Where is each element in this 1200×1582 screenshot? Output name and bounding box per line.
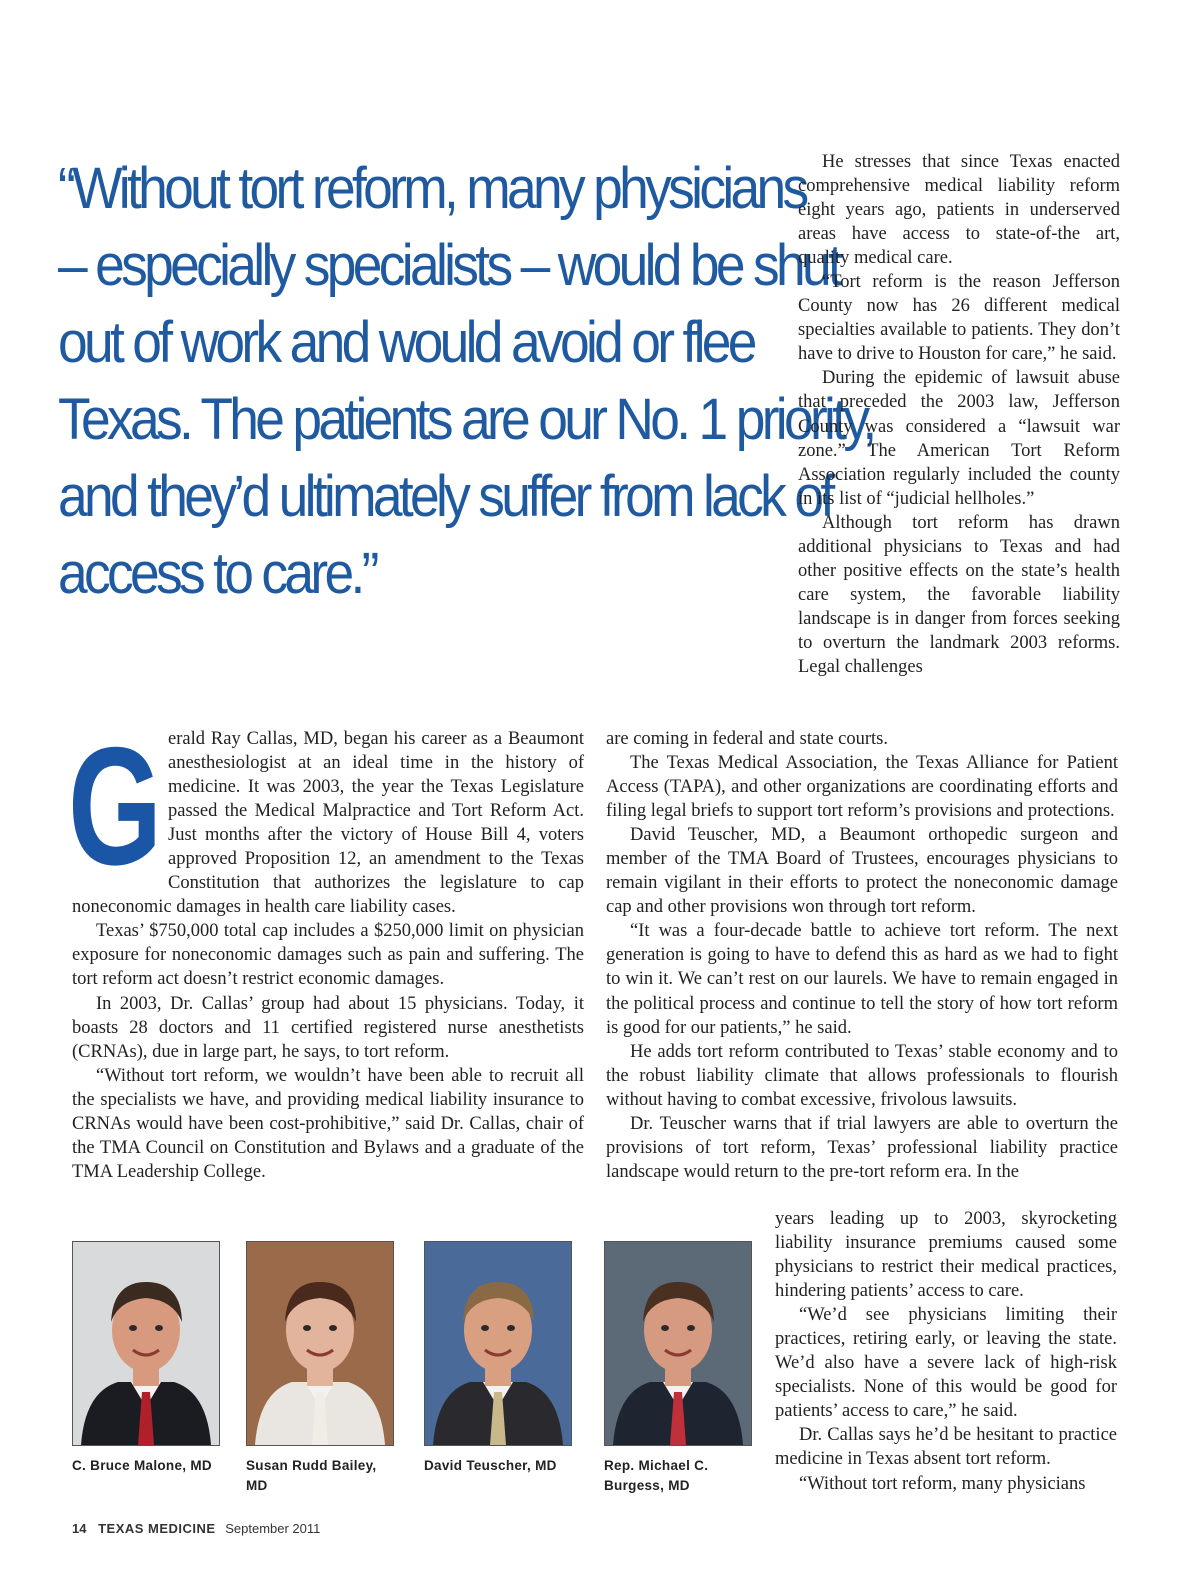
lead-paragraph-text: erald Ray Callas, MD, began his career as a Beaumont anesthesiologist at an ideal time in the history of medicine. It was 2003, the year the Texas Legislature passed the Medical Malpractice and Tort Reform Act. Just months after the victory of House Bill 4, voters approved Proposition 12, an amendment to the Texas Constitution that authorizes the legislature to cap noneconomic damages in health care liability cases. bbox=[72, 729, 584, 918]
right-eye bbox=[687, 1325, 695, 1331]
photo-caption: C. Bruce Malone, MD bbox=[72, 1458, 212, 1473]
paragraph: During the epidemic of lawsuit abuse that preceded the 2003 law, Jefferson County was considered a “lawsuit war zone.” The American Tort Reform Association regularly included the county in its list of “judicial hellholes.” bbox=[798, 368, 1120, 509]
paragraph: In 2003, Dr. Callas’ group had about 15 physicians. Today, it boasts 28 doctors and 11 certified registered nurse anesthetists (CRNAs), due in large part, he says, to tort reform. bbox=[72, 993, 584, 1062]
paragraph: Dr. Teuscher warns that if trial lawyers are able to overturn the provisions of tort reform, Texas’ professional liability practice landscape would return to the pre-tort reform era. In the bbox=[606, 1113, 1118, 1182]
portrait-photo bbox=[604, 1241, 752, 1446]
paragraph: The Texas Medical Association, the Texas Alliance for Patient Access (TAPA), and other organizations are coordinating efforts and filing legal briefs to support tort reform’s provisions and protections. bbox=[606, 753, 1118, 822]
left-column bbox=[68, 712, 584, 1184]
paragraph: He stresses that since Texas enacted comprehensive medical liability reform eight years ago, patients in underserved areas have access to state-of-the art, quality medical care. bbox=[798, 152, 1120, 269]
issue-date: September 2011 bbox=[225, 1521, 321, 1536]
pull-quote-line: access to care.” bbox=[58, 541, 376, 606]
portrait-photo bbox=[246, 1241, 394, 1446]
right-eye bbox=[155, 1325, 163, 1331]
paragraph-continuation: years leading up to 2003, skyrocketing liability insurance premiums caused some physicians to restrict their medical practices, hindering patients’ access to care. bbox=[775, 1209, 1117, 1302]
right-eye bbox=[329, 1325, 337, 1331]
pull-quote-line: – especially specialists – would be shut bbox=[58, 233, 840, 298]
paragraph: “Without tort reform, many physicians bbox=[799, 1473, 1086, 1494]
page-footer bbox=[72, 1521, 320, 1536]
magazine-name: TEXAS MEDICINE bbox=[98, 1521, 216, 1536]
paragraph: “It was a four-decade battle to achieve tort reform. The next generation is going to have to defend this as hard as we had to fight to win it. We can’t rest on our laurels. We have to remain engaged in the political process and continue to tell the story of how tort reform is good for our patients,” he said. bbox=[606, 921, 1118, 1038]
portrait-image bbox=[247, 1242, 393, 1445]
paragraph: He adds tort reform contributed to Texas’ stable economy and to the robust liability climate that allows professionals to flourish without having to combat excessive, frivolous lawsuits. bbox=[606, 1041, 1118, 1110]
portrait-image bbox=[425, 1242, 571, 1445]
paragraph: Although tort reform has drawn additional physicians to Texas and had other positive effects on the state’s health care system, the favorable liability landscape is in danger from forces seeking to overturn the landmark 2003 reforms. Legal challenges bbox=[798, 512, 1120, 677]
portrait-photo bbox=[424, 1241, 572, 1446]
pull-quote bbox=[58, 150, 874, 612]
photo-caption: Susan Rudd Bailey, MD bbox=[246, 1458, 377, 1493]
right-bottom-column bbox=[775, 1207, 1117, 1496]
left-eye bbox=[481, 1325, 489, 1331]
paragraph-continuation: are coming in federal and state courts. bbox=[606, 729, 889, 749]
left-eye bbox=[129, 1325, 137, 1331]
photo-caption: David Teuscher, MD bbox=[424, 1458, 557, 1473]
pull-quote-line: Texas. The patients are our No. 1 priority, bbox=[58, 387, 874, 452]
right-eye bbox=[507, 1325, 515, 1331]
left-eye bbox=[661, 1325, 669, 1331]
paragraph: “Without tort reform, we wouldn’t have been able to recruit all the specialists we have, and providing medical liability insurance to CRNAs would have been cost-prohibitive,” said Dr. Callas, chair of the TMA Council on Constitution and Bylaws and a graduate of the TMA Leadership College. bbox=[72, 1065, 584, 1182]
drop-cap: G bbox=[68, 712, 158, 900]
pull-quote-line: and they’d ultimately suffer from lack of bbox=[58, 464, 832, 529]
paragraph: Dr. Callas says he’d be hesitant to practice medicine in Texas absent tort reform. bbox=[775, 1425, 1117, 1470]
lead-paragraph bbox=[68, 712, 584, 919]
paragraph: “Tort reform is the reason Jefferson County now has 26 different medical specialties available to patients. They don’t have to drive to Houston for care,” he said. bbox=[798, 272, 1120, 365]
pull-quote-line: out of work and would avoid or flee bbox=[58, 310, 754, 375]
paragraph: “We’d see physicians limiting their practices, retiring early, or leaving the state. We’d also have a severe lack of high-risk specialists. None of this would be good for patients’ access to care,” he said. bbox=[775, 1305, 1117, 1422]
portrait-image bbox=[605, 1242, 751, 1445]
portrait-image bbox=[73, 1242, 219, 1445]
paragraph: Texas’ $750,000 total cap includes a $250,000 limit on physician exposure for noneconomic damages such as pain and suffering. The tort reform act doesn’t restrict economic damages. bbox=[72, 921, 584, 990]
right-top-column bbox=[798, 150, 1120, 679]
middle-column bbox=[606, 727, 1118, 1184]
left-eye bbox=[303, 1325, 311, 1331]
page-number: 14 bbox=[72, 1521, 87, 1536]
portrait-photo bbox=[72, 1241, 220, 1446]
paragraph: David Teuscher, MD, a Beaumont orthopedic surgeon and member of the TMA Board of Trustees, encourages physicians to remain vigilant in their efforts to protect the noneconomic damage cap and other provisions won through tort reform. bbox=[606, 825, 1118, 918]
photo-caption: Rep. Michael C. Burgess, MD bbox=[604, 1458, 709, 1493]
pull-quote-line: “Without tort reform, many physicians bbox=[58, 156, 806, 221]
